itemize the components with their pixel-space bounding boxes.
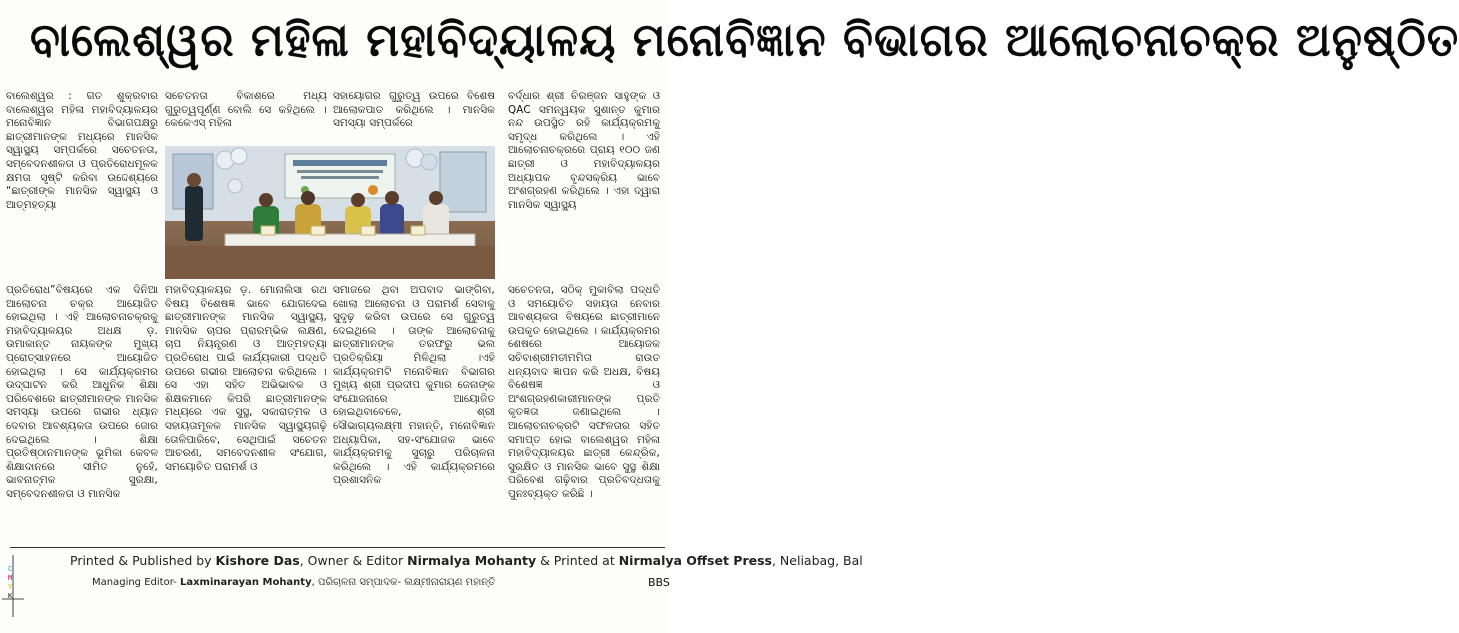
- column-2-bottom: [165, 284, 327, 546]
- edition-code: BBS: [648, 576, 670, 589]
- cmyk-color-bar: [8, 565, 12, 601]
- paragraph: ବର୍ଦ୍ଧାର ଶ୍ରୀ ଚିରଞ୍ଜନ ସାହୁଙ୍କ ଓ QAC ସମନ୍ୱୟକ ସୁଶାନ୍ତ କୁମାର ନନ୍ଦ ଉପସ୍ଥିତ ରହି କାର୍ଯ୍ୟକ୍ରମକୁ ସମୃଦ୍ଧ କରିଥିଲେ । ଏହି ଆଲୋଚନାଚକ୍ରରେ ପ୍ରାୟ ୧୦୦ ଜଣ ଛାତ୍ରୀ ଓ ମହାବିଦ୍ୟାଳୟର ଅଧ୍ୟାପକ ବୃନ୍ଦସକ୍ରିୟ ଭାବେ ଅଂଶଗ୍ରହଣ କରିଥିଲେ । ଏହା ଦ୍ୱାରା ମାନସିକ ସ୍ୱାସ୍ଥ୍ୟ: [508, 90, 660, 211]
- paragraph: ସଚେତନତା, ସଠିକ୍ ମୁକାବିଲା ପଦ୍ଧତି ଓ ସମୟୋଚିତ ସହାୟତା ନେବାର ଆବଶ୍ୟକତା ବିଷୟରେ ଛାତ୍ରୀମାନେ ଉପକୃତ ହୋଇଥିଲେ । କାର୍ଯ୍ୟକ୍ରମର ଶେଷରେ ଆୟୋଜକ ସଚିବାଶ୍ରୀମତୀମମିତା ରାଉତ ଧନ୍ୟବାଦ ଜ୍ଞାପନ କରି ଅଧକ୍ଷ, ବିଷୟ ବିଶେଷଜ୍ଞ ଓ ଅଂଶଗ୍ରହଣକାରୀମାନଙ୍କ ପ୍ରତି କୃତଜ୍ଞତା ଜଣାଇଥିଲେ । ଆଲୋଚନାଚକ୍ରଟି ସଫଳତାର ସହିତ ସମାପ୍ତ ହୋଇ ବାଲେଶ୍ୱର ମହିଳା ମହାବିଦ୍ୟାଳୟର ଛାତ୍ରୀ କେନ୍ଦ୍ରିକ, ସୁରକ୍ଷିତ ଓ ମାନସିକ ଭାବେ ସୁସ୍ଥ ଶିକ୍ଷା ପରିବେଶ ଗଢ଼ିବାର ପ୍ରତିବଦ୍ଧତାକୁ ପୁନଃବ୍ୟକ୍ତ କରିଛି ।: [508, 284, 660, 500]
- column-4-bottom: [508, 284, 660, 546]
- cmyk-letter-m: M: [8, 574, 13, 582]
- publisher-name: Kishore Das: [215, 553, 300, 568]
- paragraph: ପ୍ରତିରୋଧ”ବିଷୟରେ ଏକ ଦିନିଆ ଆଲୋଚନା ଚକ୍ର ଆୟୋଜିତ ହୋଇଥିଲା । ଏହି ଆଲୋଚନାଚକ୍ରକୁ ମହାବିଦ୍ୟାଳୟର ଅଧକ୍ଷ ଡ଼. ଉମାକାନ୍ତ ନାୟକଙ୍କ ମୁଖ୍ୟ ପ୍ରୋତ୍ସାହନରେ ଆୟୋଜିତ ହୋଇଥିଲା । ସେ କାର୍ଯ୍ୟକ୍ରମର ଉଦ୍‌ଘାଟନ କରି ଆଧୁନିକ ଶିକ୍ଷା ପରିବେଶରେ ଛାତ୍ରୀମାନଙ୍କ ମାନସିକ ସମସ୍ୟା ଉପରେ ଗଭୀର ଧ୍ୟାନ ଦେବାର ଆବଶ୍ୟକତା ଉପରେ ଜୋର ଦେଇଥିଲେ । ଶିକ୍ଷା ପ୍ରତିଷ୍ଠାନମାନଙ୍କ ଭୂମିକା କେବଳ ଶିକ୍ଷାଦାନରେ ସୀମିତ ନୁହେଁ, ଭାବନାତ୍ମକ ସୁରକ୍ଷା, ସମ୍ବେଦନଶୀଳତା ଓ ମାନସିକ: [6, 284, 158, 500]
- cmyk-letter-c: C: [8, 565, 13, 573]
- managing-editor-label: Managing Editor-: [92, 577, 180, 588]
- footer-divider: [10, 547, 665, 548]
- column-1-top: [6, 90, 158, 280]
- column-2-top: [165, 90, 327, 140]
- column-3-bottom: [333, 284, 495, 546]
- column-3-top: [333, 90, 495, 140]
- cmyk-letter-k: K: [8, 592, 13, 600]
- paragraph: ବାଲେଶ୍ୱର : ଗତ ଶୁକ୍ରବାର ବାଲେଶ୍ୱର ମହିଳା ମହାବିଦ୍ୟାଳୟର ମନୋବିଜ୍ଞାନ ବିଭାଗପକ୍ଷରୁ ଛାତ୍ରୀମାନଙ୍କ ମଧ୍ୟରେ ମାନସିକ ସ୍ୱାସ୍ଥ୍ୟ ସମ୍ପର୍କରେ ସଚେତନତା, ସମ୍ବେଦନଶୀଳତା ଓ ପ୍ରତିରୋଧମୂଳକ କ୍ଷମତା ସୃଷ୍ଟି କରିବା ଉଦ୍ଦେଶ୍ୟରେ “ଛାତ୍ରୀଙ୍କ ମାନସିକ ସ୍ୱାସ୍ଥ୍ୟ ଓ ଆତ୍ମହତ୍ୟା: [6, 90, 158, 211]
- photo-illustration: [165, 146, 495, 279]
- column-1-bottom: [6, 284, 158, 546]
- paragraph: ସହାୟୋଗର ଗୁରୁତ୍ୱ ଉପରେ ବିଶେଷ ଆଲୋକପାତ କରିଥିଲେ । ମାନସିକ ସମସ୍ୟା ସମ୍ପର୍କରେ: [333, 90, 495, 130]
- editor-name: Nirmalya Mohanty: [407, 553, 537, 568]
- cmyk-letter-y: Y: [8, 583, 13, 591]
- managing-editor-line: [92, 574, 670, 592]
- imprint-text: & Printed at: [536, 553, 619, 568]
- paragraph: ସମାଜରେ ଥିବା ଅପବାଦ ଭାଙ୍ଗିବା, ଖୋଲା ଆଲୋଚନା ଓ ପରାମର୍ଶ ସେବାକୁ ସୁଦୃଢ଼ କରିବା ଉପରେ ସେ ଗୁରୁତ୍ୱ ଦେଇଥିଲେ । ତାଙ୍କ ଆଲୋଚନାକୁ ଛାତ୍ରୀମାନଙ୍କ ତରଫରୁ ଭଲ ପ୍ରତିକ୍ରିୟା ମିଳିଥିଲା ।ଏହି କାର୍ଯ୍ୟକ୍ରମଟି ମନୋବିଜ୍ଞାନ ବିଭାଗର ମୁଖ୍ୟ ଶ୍ରୀ ପ୍ରଦୀପ କୁମାର ଜେନାଙ୍କ ସଂଯୋଜନାରେ ଆୟୋଜିତ ହୋଇଥିବାବେଳେ, ଶ୍ରୀ ସୌଭାଗ୍ୟଲକ୍ଷ୍ମୀ ମହାନ୍ତି, ମନୋବିଜ୍ଞାନ ଅଧ୍ୟାପିକା, ସହ-ସଂଯୋଜକ ଭାବେ କାର୍ଯ୍ୟକ୍ରମକୁ ସୁଚାରୁ ପରିଚାଳନା କରିଥିଲେ । ଏହି କାର୍ଯ୍ୟକ୍ରମରେ ପ୍ରଶାସନିକ: [333, 284, 495, 487]
- event-photo: [165, 146, 495, 279]
- registration-mark-icon: [2, 555, 24, 617]
- paragraph: ମହାବିଦ୍ୟାଳୟର ଡ଼. ମୋନାଲିସା ରଥ ବିଷୟ ବିଶେଷଜ୍ଞ ଭାବେ ଯୋଗଦେଇ ଛାତ୍ରୀମାନଙ୍କ ମାନସିକ ସ୍ୱାସ୍ଥ୍ୟ, ମାନସିକ ଚାପର ପ୍ରାରମ୍ଭିକ ଲକ୍ଷଣ, ଚାପ ନିୟନ୍ତ୍ରଣ ଓ ଆତ୍ମହତ୍ୟା ପ୍ରତିରୋଧ ପାଇଁ କାର୍ଯ୍ୟକାରୀ ପଦ୍ଧତି ଉପରେ ଗଭୀର ଆଲୋଚନା କରିଥିଲେ । ସେ ଏହା ସହିତ ଅଭିଭାବକ ଓ ଶିକ୍ଷକମାନେ କିପରି ଛାତ୍ରୀମାନଙ୍କ ମଧ୍ୟରେ ଏକ ସୁସ୍ଥ, ସକାରାତ୍ମକ ଓ ସହାୟତାମୂଳକ ମାନସିକ ସ୍ୱାସ୍ଥ୍ୟଗଢ଼ି ତୋଳିପାରିବେ, ସେଥିପାଇଁ ସଚେତନ ଆଚରଣ, ସମବେଦନଶୀଳ ସଂଯୋଗ, ସମୟୋଚିତ ପରାମର୍ଶ ଓ: [165, 284, 327, 473]
- column-4-top: [508, 90, 660, 280]
- managing-editor-name: Laxminarayan Mohanty: [179, 577, 312, 588]
- press-name: Nirmalya Offset Press: [618, 553, 772, 568]
- imprint-text: Printed & Published by: [70, 553, 216, 568]
- imprint-line: [70, 551, 863, 571]
- imprint-text: , Neliabag, Bal: [771, 553, 863, 568]
- imprint-text: , Owner & Editor: [299, 553, 408, 568]
- paragraph: ସଚେତନତା ବିକାଶରେ ମଧ୍ୟ ଗୁରୁତ୍ୱପୂର୍ଣ୍ଣ ବୋଲି ସେ କହିଥିଲେ । କେକେଏସ୍ ମହିଳା: [165, 90, 327, 130]
- headline: ବାଲେଶ୍ୱର ମହିଳା ମହାବିଦ୍ୟାଳୟ ମନୋବିଜ୍ଞାନ ବିଭାଗର ଆଲୋଚନାଚକ୍ର ଅନୁଷ୍ଠିତ: [30, 13, 1459, 68]
- managing-editor-odia: , ପରିଚାଳନା ସମ୍ପାଦକ- ଲକ୍ଷ୍ମୀନାରାୟଣ ମହାନ୍ତି: [311, 577, 496, 588]
